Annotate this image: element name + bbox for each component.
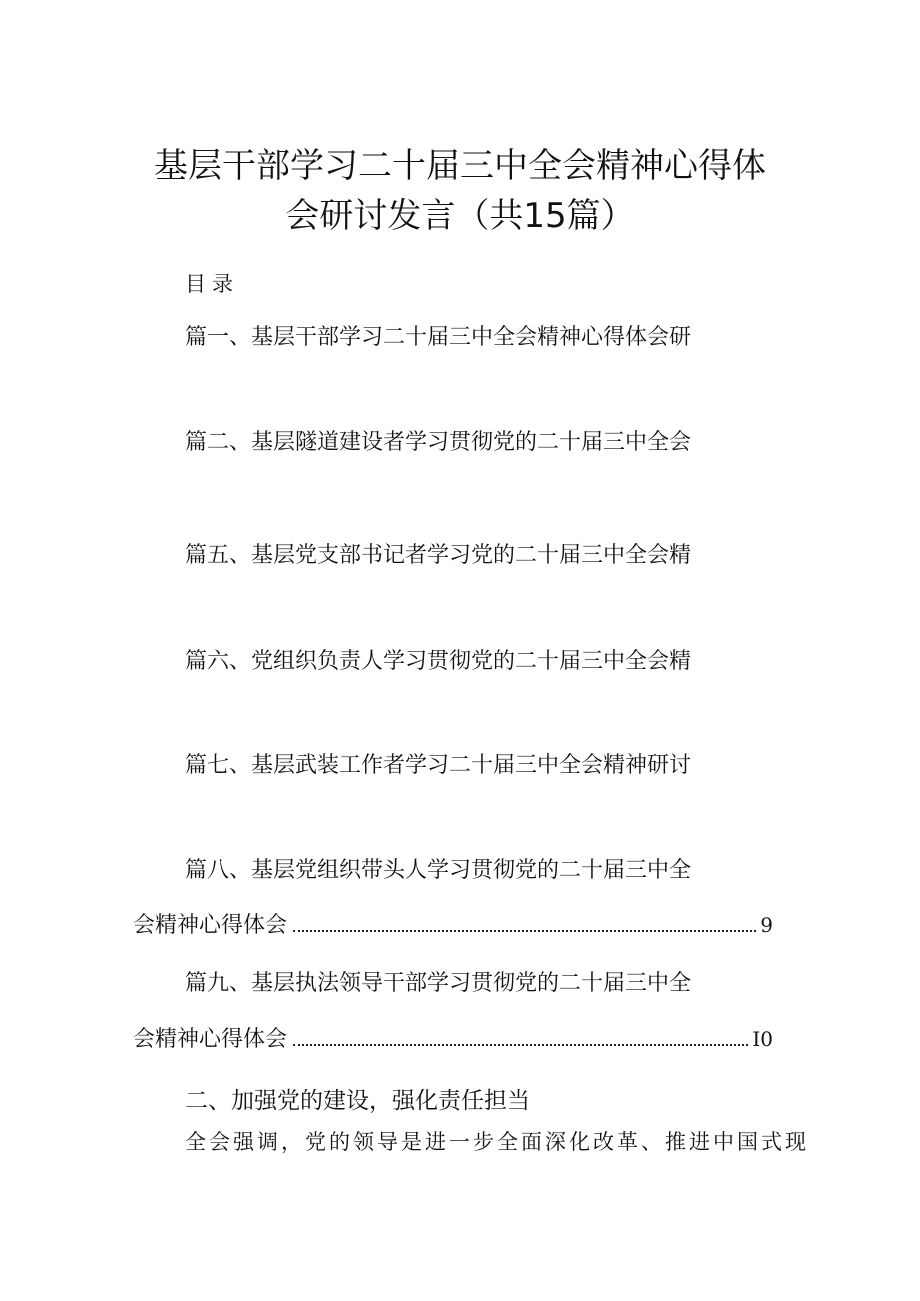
toc-entry-8-title-cont: 会精神心得体会 bbox=[133, 913, 288, 938]
dot-leader bbox=[293, 1043, 748, 1046]
toc-entry-8-line2[interactable] bbox=[133, 908, 773, 939]
toc-entry-9-page: I0 bbox=[752, 1027, 773, 1051]
toc-entry-2[interactable]: 篇二、基层隧道建设者学习贯彻党的二十届三中全会 bbox=[185, 430, 692, 455]
title-line-1: 基层干部学习二十届三中全会精神心得体 bbox=[154, 146, 766, 186]
toc-entry-1[interactable]: 篇一、基层干部学习二十届三中全会精神心得体会研 bbox=[185, 325, 692, 350]
toc-entry-7[interactable]: 篇七、基层武装工作者学习二十届三中全会精神研讨 bbox=[185, 753, 692, 778]
title-line-2: 会研讨发言（共15篇） bbox=[285, 196, 635, 236]
toc-entry-8-line1[interactable]: 篇八、基层党组织带头人学习贯彻党的二十届三中全 bbox=[185, 858, 692, 883]
toc-entry-8-page: 9 bbox=[760, 913, 773, 937]
dot-leader bbox=[293, 929, 756, 932]
section-heading: 二、加强党的建设，强化责任担当 bbox=[185, 1088, 530, 1114]
toc-label: 目录 bbox=[185, 272, 239, 296]
toc-entry-9-line2[interactable] bbox=[133, 1022, 773, 1053]
toc-entry-9-line1[interactable]: 篇九、基层执法领导干部学习贯彻党的二十届三中全 bbox=[185, 971, 692, 996]
body-paragraph: 全会强调，党的领导是进一步全面深化改革、推进中国式现 bbox=[185, 1130, 809, 1154]
toc-entry-6[interactable]: 篇六、党组织负责人学习贯彻党的二十届三中全会精 bbox=[185, 649, 692, 674]
toc-entry-5[interactable]: 篇五、基层党支部书记者学习党的二十届三中全会精 bbox=[185, 543, 692, 568]
toc-entry-9-title-cont: 会精神心得体会 bbox=[133, 1027, 288, 1052]
